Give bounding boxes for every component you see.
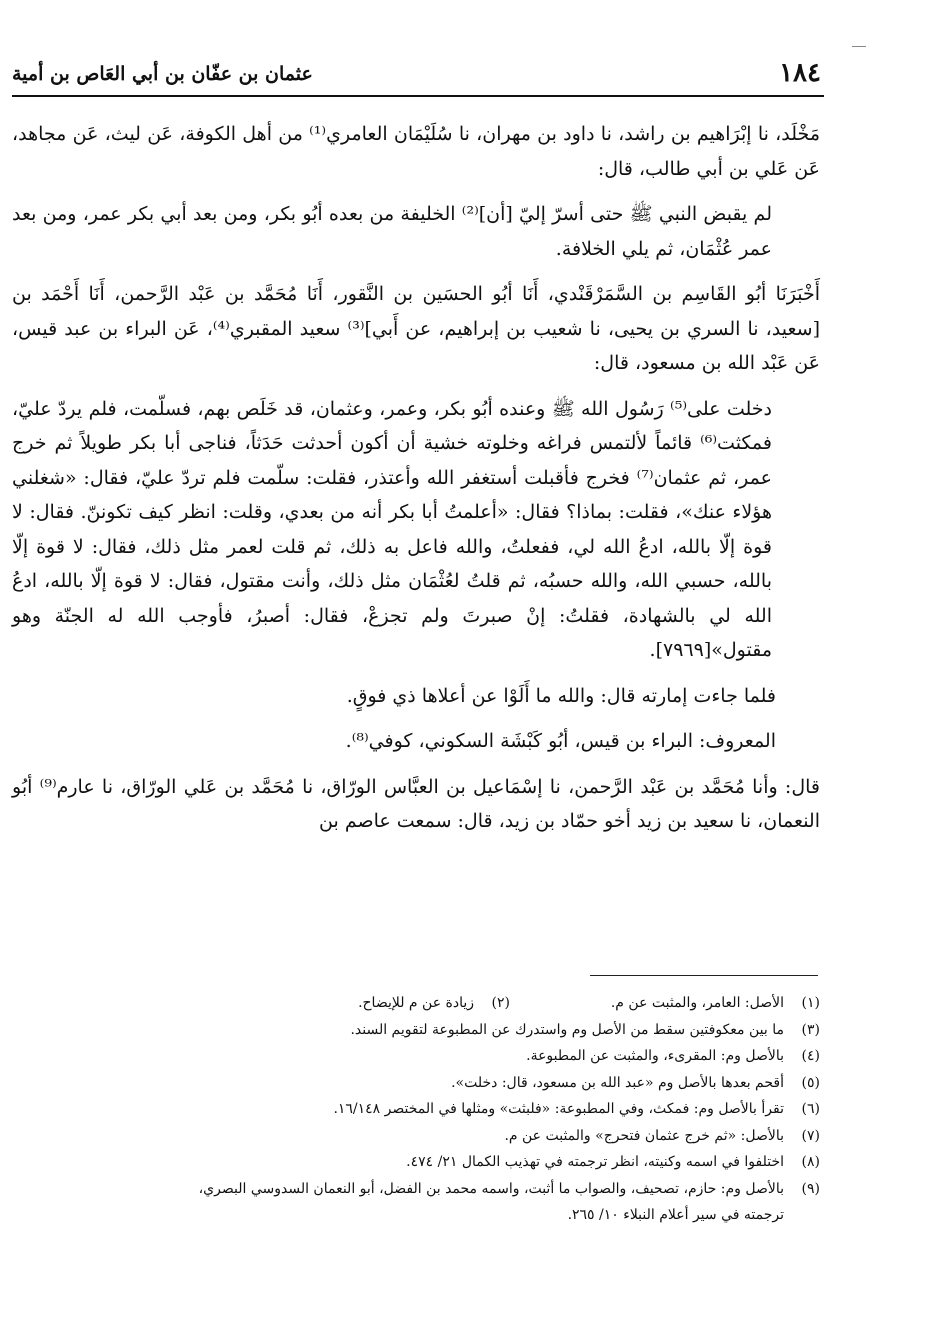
footnote-number: (١) bbox=[801, 995, 820, 1011]
footnote-text: اختلفوا في اسمه وكنيته، انظر ترجمته في تهذيب الكمال ٢١/ ٤٧٤. bbox=[406, 1154, 784, 1170]
footnote-text: زيادة عن م للإيضاح. bbox=[358, 995, 474, 1011]
footnote-number: (٨) bbox=[801, 1154, 820, 1170]
footnote-text: بالأصل وم: المقرىء، والمثبت عن المطبوعة. bbox=[526, 1048, 784, 1064]
footnote-text: بالأصل: «ثم خرج عثمان فتحرج» والمثبت عن م. bbox=[504, 1127, 784, 1144]
footnote-continuation: ترجمته في سير أعلام النبلاء ١٠/ ٢٦٥. bbox=[567, 1207, 784, 1223]
footnote-number: (٧) bbox=[801, 1127, 820, 1144]
footnote-text: أقحم بعدها بالأصل وم «عبد الله بن مسعود، قال: دخلت». bbox=[451, 1074, 784, 1091]
footnote-text: الأصل: العامر، والمثبت عن م. bbox=[610, 995, 784, 1011]
margin-mark bbox=[852, 46, 866, 47]
footnote-row bbox=[40, 990, 820, 1017]
footnote bbox=[40, 1017, 820, 1044]
footnote bbox=[200, 990, 510, 1017]
footnote-number: (٣) bbox=[801, 1021, 820, 1038]
paragraph-isnad-1: مَخْلَد، نا إبْرَاهيم بن راشد، نا داود بن مهران، نا سُلَيْمَان العامري⁽¹⁾ من أهل الكوفة، عَن ليث، عَن مجاهد، عَن عَلي بن أبي طالب، قال: bbox=[12, 123, 820, 180]
footnote bbox=[40, 1070, 820, 1097]
footnote bbox=[40, 1096, 820, 1123]
paragraph-isnad-2: أَخْبَرَنَا أبُو القَاسِم بن السَّمَرْقَنْدي، أَنَا أبُو الحسَين بن النَّقور، أَنَا مُحَمَّد بن عَبْد الرَّحمن، أَنَا أَحْمَد بن [سعيد، نا السري بن يحيى، نا شعيب بن إبراهيم، عن أَبي]⁽³⁾ سعيد المقبري⁽⁴⁾، عَن البراء بن عبد قيس، عَن عَبْد الله بن مسعود، قال: bbox=[12, 283, 820, 374]
footnote-number: (٦) bbox=[801, 1101, 820, 1117]
header-rule bbox=[12, 95, 824, 97]
footnote bbox=[40, 1043, 820, 1070]
paragraph-note-1: فلما جاءت إمارته قال: والله ما أَلَوْا عن أعلاها ذي فوقٍ. bbox=[346, 684, 776, 707]
footnote bbox=[40, 1149, 820, 1176]
footnote-text: ما بين معكوفتين سقط من الأصل وم واستدرك عن المطبوعة لتقويم السند. bbox=[350, 1021, 784, 1038]
footnote-number: (٤) bbox=[801, 1048, 820, 1064]
footnote bbox=[40, 1123, 820, 1150]
paragraph-hadith-2: دخلت على⁽⁵⁾ رَسُول الله ﷺ وعنده أبُو بكر، وعمر، وعثمان، قد خَلَص بهم، فسلّمت، فلم يردّ عليّ، فمكثت⁽⁶⁾ قائماً لألتمس فراغه وخلوته خشية أن أكون أحدثت حَدَثاً، فناجى أبا بكر طويلاً ثم خرج عمر، ثم عثمان⁽⁷⁾ فخرج فأقبلت أستغفر الله وأعتذر، فقلت: سلّمت فلم تردّ عليّ، فقال: «شغلني هؤلاء عنك»، فقلت: بماذا؟ فقال: «أعلمتُ أبا بكر أنه من بعدي، وقلت: انظر كيف تكوننّ. فقال: لا قوة إلّا بالله، ادعُ الله لي، ففعلتُ، والله فاعل به ذلك، ثم قلت لعمر مثل ذلك، فقال: لا قوة إلّا بالله، حسبي الله، والله حسبُه، ثم قلتُ لعُثْمَان مثل ذلك، وأنت مقتول، فقال: لا قوة إلّا بالله، ادعُ الله لي بالشهادة، فقلتُ: إنْ صبرتَ ولم تجزعْ، فقال: أصبرُ، فأوجب الله له الجنّة وهو مقتول»[٧٩٦٩]. bbox=[12, 397, 772, 661]
footnote-number: (٩) bbox=[801, 1180, 820, 1197]
page-number: ١٨٤ bbox=[779, 58, 821, 88]
footnote-number: (٢) bbox=[491, 995, 510, 1011]
running-title: عثمان بن عفّان بن أبي العَاص بن أمية bbox=[12, 63, 313, 85]
footnote-rule bbox=[590, 975, 818, 976]
footnote bbox=[40, 1176, 820, 1203]
paragraph-note-2: المعروف: البراء بن قيس، أبُو كَبْشَة السكوني، كوفي⁽⁸⁾. bbox=[345, 730, 776, 752]
paragraph-hadith-1: لم يقبض النبي ﷺ حتى أسرّ إليّ [أن]⁽²⁾ الخليفة من بعده أبُو بكر، ومن بعد أبي بكر عمر، ومن بعد عمر عُثْمَان، ثم يلي الخلافة. bbox=[12, 203, 772, 260]
footnote-text: بالأصل وم: حازم، تصحيف، والصواب ما أثبت، واسمه محمد بن الفضل، أبو النعمان السدوسي البصري، bbox=[198, 1180, 784, 1197]
footnote-number: (٥) bbox=[801, 1074, 820, 1091]
main-text bbox=[12, 117, 820, 850]
footnote-text: تقرأ بالأصل وم: فمكث، وفي المطبوعة: «فلبثت» ومثلها في المختصر ١٦/١٤٨. bbox=[333, 1101, 784, 1117]
footnotes bbox=[40, 990, 820, 1229]
footnote bbox=[510, 990, 820, 1017]
paragraph-isnad-3: قال: وأنا مُحَمَّد بن عَبْد الرَّحمن، نا إسْمَاعيل بن العبَّاس الورّاق، نا مُحَمَّد بن عَلي الورّاق، نا عارم⁽⁹⁾ أبُو النعمان، نا سعيد بن زيد أخو حمّاد بن زيد، قال: سمعت عاصم بن bbox=[12, 775, 820, 832]
